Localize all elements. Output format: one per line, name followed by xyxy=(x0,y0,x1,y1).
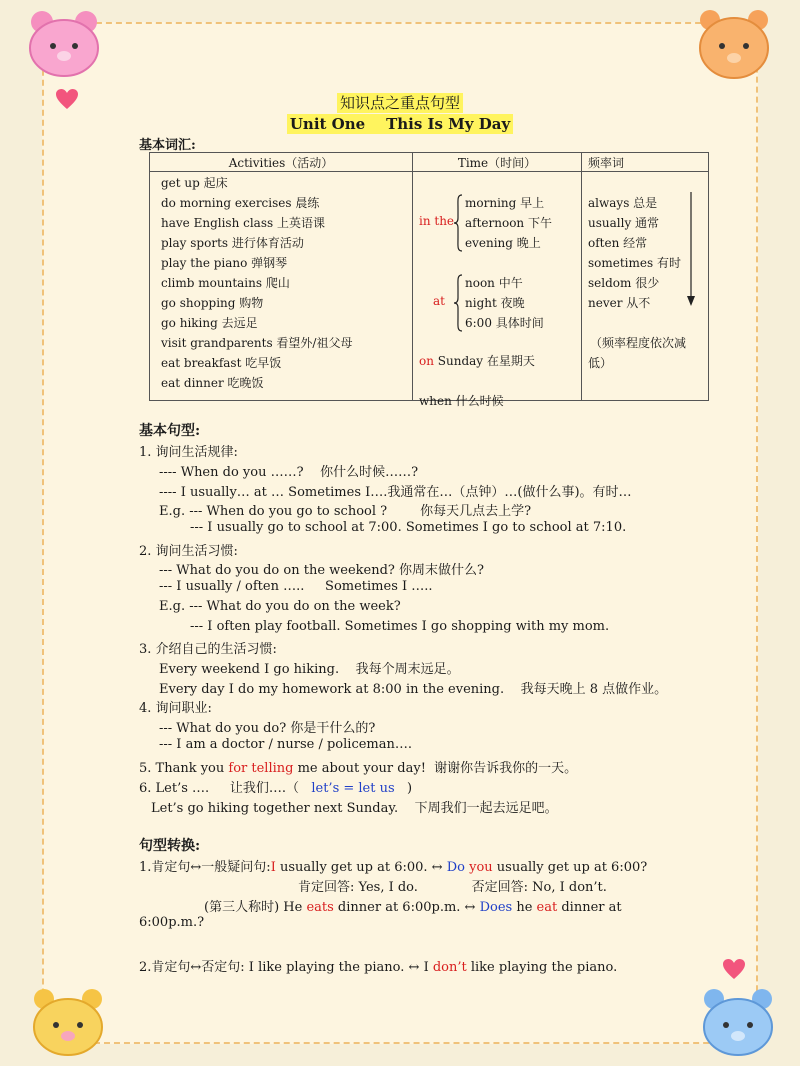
title-cn xyxy=(0,92,800,113)
time-on-rest: Sunday 在星期天 xyxy=(433,354,535,368)
down-arrow-icon xyxy=(686,192,696,308)
t2-line xyxy=(139,956,617,975)
yellow-bear-sticker xyxy=(30,985,106,1057)
s6-line xyxy=(139,777,412,796)
t1-answers: 肯定回答: Yes, I do. 否定回答: No, I don’t. xyxy=(298,880,607,895)
vocab-table xyxy=(149,152,709,408)
time-on-line xyxy=(419,352,535,369)
freq-item: never 从不 xyxy=(588,296,651,310)
transform-heading: 句型转换: xyxy=(139,838,201,854)
col-time-header: Time（时间） xyxy=(413,153,582,172)
t1-red: I xyxy=(270,860,276,875)
activity-item: do morning exercises 晨练 xyxy=(161,196,320,210)
time-at-item: 6:00 具体时间 xyxy=(465,316,544,330)
s2-line: --- I usually / often ….. Sometimes I ….. xyxy=(159,579,433,594)
sentences-heading: 基本句型: xyxy=(139,423,201,439)
s5-highlight: for telling xyxy=(228,761,294,776)
t1-text: dinner at xyxy=(557,900,622,915)
s4-title: 4. 询问职业: xyxy=(139,701,212,716)
freq-note: 低） xyxy=(588,356,613,370)
s2-title: 2. 询问生活习惯: xyxy=(139,544,238,559)
s6-highlight: let’s = let us xyxy=(311,781,395,796)
pink-bear-sticker xyxy=(26,6,102,78)
s6-text: 6. Let’s …. 让我们….（ xyxy=(139,781,312,796)
t2-text: 2.肯定句↔否定句: I like playing the piano. ↔ I xyxy=(139,960,433,975)
s3-line: Every day I do my homework at 8:00 in the evening. 我每天晚上 8 点做作业。 xyxy=(159,682,668,697)
title-en xyxy=(0,114,800,133)
s3-line: Every weekend I go hiking. 我每个周末远足。 xyxy=(159,662,460,677)
activity-item: eat breakfast 吃早饭 xyxy=(161,356,282,370)
title-cn-text: 知识点之重点句型 xyxy=(337,93,463,113)
s3-title: 3. 介绍自己的生活习惯: xyxy=(139,642,277,657)
t1-red: you xyxy=(469,860,493,875)
s6-example: Let’s go hiking together next Sunday. 下周我们一起去远足吧。 xyxy=(151,801,558,816)
time-in-label: in the xyxy=(419,214,455,228)
orange-bear-sticker xyxy=(696,6,772,80)
t1-text: dinner at 6:00p.m. ↔ xyxy=(333,900,480,915)
t1-text: usually get up at 6:00? xyxy=(492,860,648,875)
s4-line: --- What do you do? 你是干什么的? xyxy=(159,721,376,736)
activity-item: play the piano 弹钢琴 xyxy=(161,256,288,270)
col-freq-header: 频率词 xyxy=(582,153,709,172)
s5-text: me about your day! 谢谢你告诉我你的一天。 xyxy=(293,761,578,776)
time-at-label: at xyxy=(433,294,445,308)
s1-line: ---- When do you ……? 你什么时候……? xyxy=(159,465,419,480)
t1-text: 1.肯定句↔一般疑问句: xyxy=(139,860,271,875)
time-on-keyword: on xyxy=(419,354,434,368)
time-cell xyxy=(413,172,582,408)
freq-item: seldom 很少 xyxy=(588,276,660,290)
t1-red: eat xyxy=(536,900,558,915)
brace-icon xyxy=(453,194,463,252)
activity-item: play sports 进行体育活动 xyxy=(161,236,304,250)
heart-icon xyxy=(722,958,746,980)
s6-text: ) xyxy=(394,781,413,796)
time-when-line: when 什么时候 xyxy=(419,394,504,408)
activity-item: eat dinner 吃晚饭 xyxy=(161,376,264,390)
activity-item: go shopping 购物 xyxy=(161,296,264,310)
vocab-heading: 基本词汇: xyxy=(139,138,196,153)
time-at-item: noon 中午 xyxy=(465,276,523,290)
s5-text: 5. Thank you xyxy=(139,761,229,776)
freq-cell xyxy=(582,172,709,401)
time-in-item: morning 早上 xyxy=(465,196,545,210)
time-at-item: night 夜晚 xyxy=(465,296,525,310)
brace-icon xyxy=(453,274,463,332)
t1-text: he xyxy=(512,900,537,915)
freq-item: sometimes 有时 xyxy=(588,256,681,270)
blue-bear-sticker xyxy=(700,985,776,1057)
t1-blue: Do xyxy=(446,860,465,875)
s2-line: E.g. --- What do you do on the week? xyxy=(159,599,401,614)
title-en-text: Unit One This Is My Day xyxy=(287,114,513,134)
time-in-item: afternoon 下午 xyxy=(465,216,552,230)
freq-item: always 总是 xyxy=(588,196,658,210)
s1-line: E.g. --- When do you go to school ? 你每天几点去上学? xyxy=(159,504,532,519)
activity-item: go hiking 去远足 xyxy=(161,316,258,330)
freq-item: usually 通常 xyxy=(588,216,660,230)
activity-item: get up 起床 xyxy=(161,176,228,190)
activity-item: have English class 上英语课 xyxy=(161,216,325,230)
s4-line: --- I am a doctor / nurse / policeman…. xyxy=(159,737,412,752)
freq-item: often 经常 xyxy=(588,236,648,250)
t1-red: eats xyxy=(306,900,334,915)
t2-text: like playing the piano. xyxy=(466,960,618,975)
s1-line: --- I usually go to school at 7:00. Sometimes I go to school at 7:10. xyxy=(190,520,627,535)
s1-title: 1. 询问生活规律: xyxy=(139,445,238,460)
activity-item: climb mountains 爬山 xyxy=(161,276,290,290)
time-in-item: evening 晚上 xyxy=(465,236,541,250)
activities-cell xyxy=(150,172,413,401)
t1-third-person xyxy=(204,896,622,915)
t1-blue: Does xyxy=(479,900,513,915)
t2-red: don’t xyxy=(432,960,467,975)
s2-line: --- What do you do on the weekend? 你周末做什么? xyxy=(159,563,484,578)
s1-line: ---- I usually… at … Sometimes I….我通常在…（点钟）…(做什么事)。有时… xyxy=(159,485,632,500)
t1-continued: 6:00p.m.? xyxy=(139,915,205,930)
activity-item: visit grandparents 看望外/祖父母 xyxy=(161,336,353,350)
freq-note: （频率程度依次减 xyxy=(590,336,687,350)
s2-line: --- I often play football. Sometimes I go shopping with my mom. xyxy=(190,619,610,634)
t1-text: usually get up at 6:00. ↔ xyxy=(275,860,447,875)
t1-line xyxy=(139,856,647,875)
t1-text: (第三人称时) He xyxy=(204,900,307,915)
col-activities-header: Activities（活动） xyxy=(150,153,413,172)
s5-line xyxy=(139,757,577,776)
